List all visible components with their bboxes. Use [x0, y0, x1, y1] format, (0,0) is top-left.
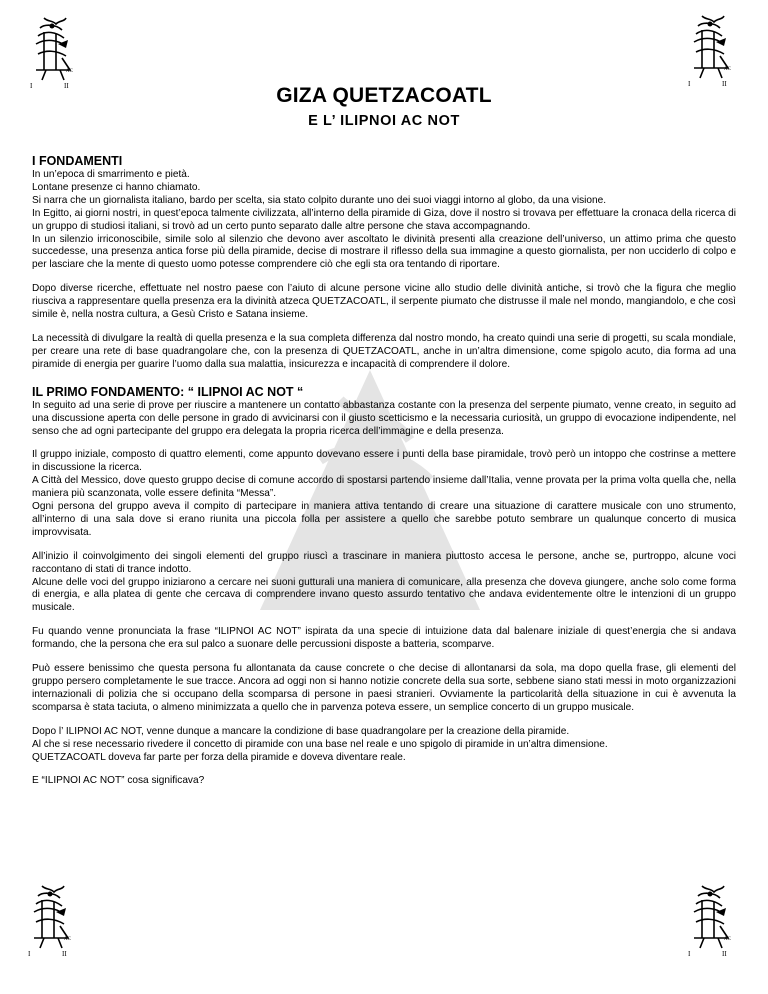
emblem-glyph: AC: [66, 69, 73, 74]
paragraph: In seguito ad una serie di prove per riuscire a mantenere un contatto abbastanza costante con la presenza del serpente piumato, venne creato, in seguito ad una discussione aperta con delle persone in grado di avvicinarsi con il giusto scetticismo e la necessaria curiosità, un gruppo di evocazione indipendente, nel senso che ad ogni partecipante del gruppo era delegata la propria ricerca dell’immagine e della presenza.: [32, 399, 736, 437]
document-title: GIZA QUETZACOATL: [276, 84, 492, 107]
document-body: [32, 153, 736, 799]
emblem-glyph: I: [688, 80, 691, 88]
section-heading: IL PRIMO FONDAMENTO: “ ILIPNOI AC NOT “: [32, 384, 304, 399]
emblem-glyph: AC: [724, 67, 731, 72]
paragraph: A Città del Messico, dove questo gruppo decise di comune accordo di spostarsi partendo insieme dall’Italia, venne provata per la prima volta quella che, nella maniera più scanzonata, volle essere definita “Messa”.: [32, 475, 736, 500]
emblem-glyph: II: [64, 82, 69, 90]
paragraph: Può essere benissimo che questa persona fu allontanata da cause concrete o che decise di allontanarsi da sola, ma dopo quella frase, gli elementi del gruppo persero completamente le sue tracce. Ancora ad oggi non si hanno notizie concrete della sua sorte, sebbene siano stati messi in moto organizzazioni internazionali di polizia che si occupano della scomparsa di persone in paesi stranieri. Ovviamente la particolarità della situazione in cui è avvenuta la scomparsa è stata taciuta, o almeno minimizzata a quello che in parvenza poteva essere, un semplice concerto di un gruppo musicale.: [32, 663, 736, 713]
paragraph: Fu quando venne pronunciata la frase “ILIPNOI AC NOT” ispirata da una specie di intuizione data dal balenare iniziale di quest’energia che si andava formando, che la persona che era sul palco a suonare delle percussioni disposte a batteria, scomparve.: [32, 626, 736, 651]
emblem-glyph: AC: [724, 937, 731, 942]
paragraph: E “ILIPNOI AC NOT” cosa significava?: [32, 775, 205, 787]
paragraph: Al che si rese necessario rivedere il concetto di piramide con una base nel reale e uno spigolo di piramide in un’altra dimensione.: [32, 738, 608, 750]
quetzalcoatl-emblem-icon: [22, 14, 86, 92]
quetzalcoatl-emblem-icon: [680, 882, 744, 960]
paragraph: QUETZACOATL doveva far parte per forza della piramide e doveva diventare reale.: [32, 751, 406, 763]
paragraph: Si narra che un giornalista italiano, bardo per scelta, sia stato colpito durante uno dei suoi viaggi intorno al globo, da una visione.: [32, 194, 607, 206]
emblem-glyph: I: [688, 950, 691, 958]
paragraph: La necessità di divulgare la realtà di quella presenza e la sua completa differenza dal nostro mondo, ha creato quindi una serie di progetti, su scala mondiale, per creare una rete di base quadrangolare che, con la presenza di QUETZACOATL, anche in un’altra dimensione, come spigolo acuto, dia forma ad una piramide di energia per guarire l’uomo dalla sua malattia, insicurezza e incapacità di comprendere il dolore.: [32, 332, 736, 370]
paragraph: In un’epoca di smarrimento e pietà.: [32, 169, 190, 180]
emblem-glyph: II: [62, 950, 67, 958]
paragraph: Ogni persona del gruppo aveva il compito di partecipare in maniera attiva tentando di creare una situazione di carattere musicale con uno strumento, all’interno di una sala dove si erano riunita una piccola folla per assistere a quello che sarebbe potuto sembrare un qualunque concerto di musica improvvisata.: [32, 501, 736, 538]
emblem-glyph: II: [722, 80, 727, 88]
paragraph: Il gruppo iniziale, composto di quattro elementi, come appunto dovevano essere i punti della base piramidale, trovò però un intoppo che costrinse a mettere in discussione la ricerca.: [32, 449, 736, 474]
emblem-glyph: II: [722, 950, 727, 958]
paragraph: In Egitto, ai giorni nostri, in quest’epoca talmente civilizzata, all’interno della piramide di Giza, dove il nostro si trovava per effettuare la cronaca della ricerca di un gruppo di studiosi italiani, si trovò ad un certo punto separato dalle altre persone che stava accompagnando.: [32, 207, 736, 232]
quetzalcoatl-emblem-icon: [20, 882, 84, 960]
quetzalcoatl-emblem-icon: [680, 12, 744, 90]
paragraph: All’inizio il coinvolgimento dei singoli elementi del gruppo riuscì a trascinare in maniera piuttosto accesa le persone, anche se, purtroppo, alcune voci raccontano di stati di trance indotto.: [32, 550, 736, 575]
emblem-glyph: AC: [64, 937, 71, 942]
paragraph: In un silenzio irriconoscibile, simile solo al silenzio che devono aver ascoltato le divinità presenti alla creazione dell’universo, un attimo prima che questo succedesse, una presenza antica forse più della piramide, decise di mostrare il riflesso della sua immagine a questo giornalista, per non ucciderlo di colpo e per lasciare che la mente di questo uomo potesse comprendere ciò che egli sta ora tentando di riportare.: [32, 233, 736, 271]
emblem-glyph: I: [28, 950, 31, 958]
section-heading: I FONDAMENTI: [32, 154, 123, 168]
paragraph: Lontane presenze ci hanno chiamato.: [32, 181, 201, 193]
emblem-glyph: I: [30, 82, 33, 90]
paragraph: Dopo diverse ricerche, effettuate nel nostro paese con l’aiuto di alcune persone vicine allo studio delle divinità antiche, si trovò che la figura che meglio riusciva a rappresentare quella presenza era la divinità atzeca QUETZACOATL, il serpente piumato che distrusse il male nel mondo, mangiandolo, e che così simile è, nella nostra cultura, a Gesù Cristo e Satana insieme.: [32, 283, 736, 321]
document-subtitle: E L’ ILIPNOI AC NOT: [308, 113, 460, 129]
paragraph: Alcune delle voci del gruppo iniziarono a cercare nei suoni gutturali una maniera di comunicare, alla presenza che doveva giungere, anche solo come forma di energia, e alla platea di gente che cercava di comprendere invano questo assurdo tentativo che andava evidentemente oltre le intenzioni di un gruppo musicale.: [32, 576, 736, 614]
paragraph: Dopo l’ ILIPNOI AC NOT, venne dunque a mancare la condizione di base quadrangolare per la creazione della piramide.: [32, 725, 570, 737]
